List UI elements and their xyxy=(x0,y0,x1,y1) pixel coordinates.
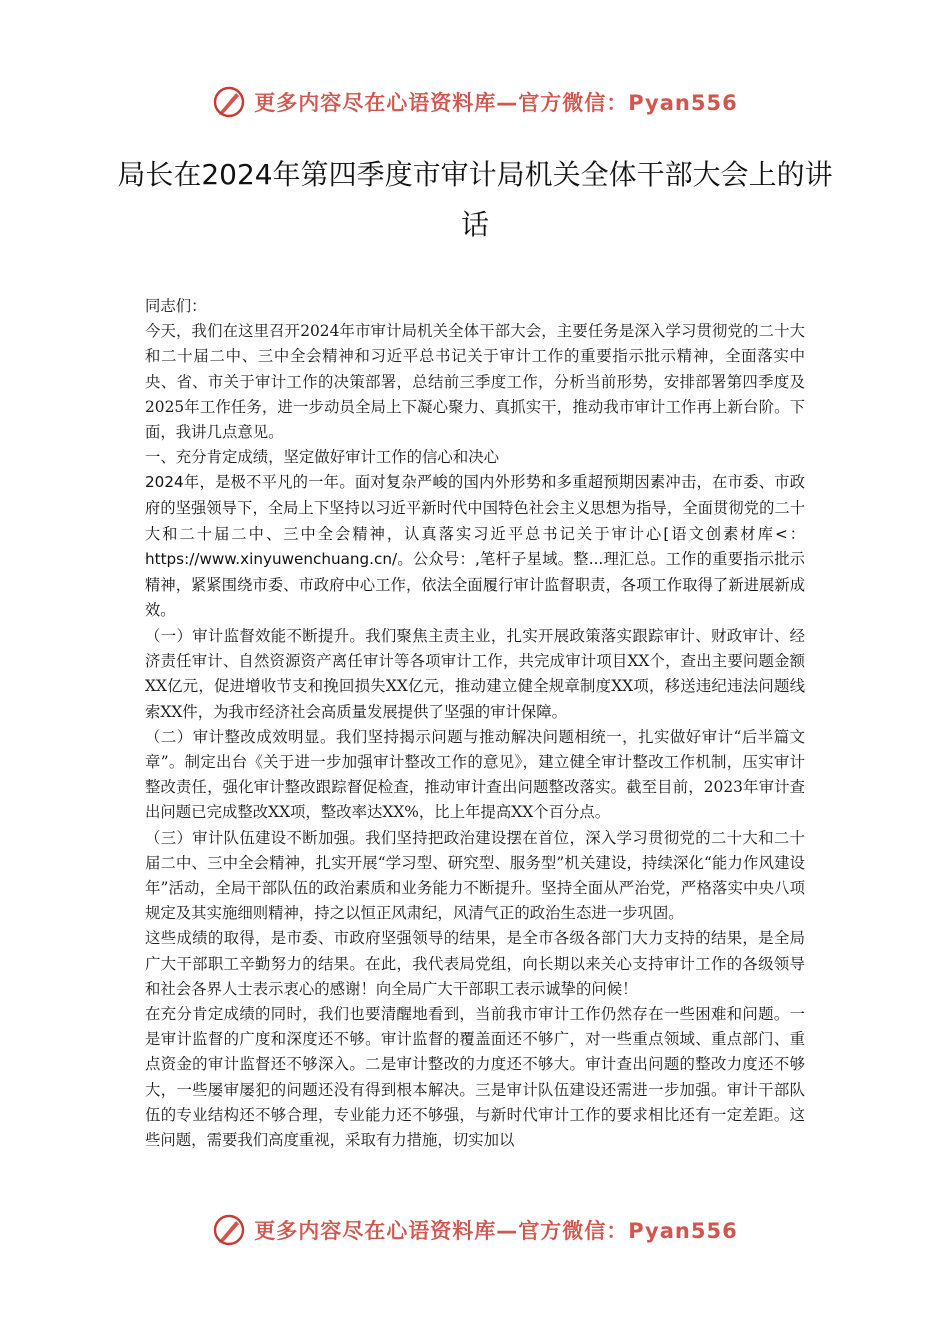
quill-pen-logo-icon xyxy=(212,85,246,119)
paragraph-intro: 今天，我们在这里召开2024年市审计局机关全体干部大会，主要任务是深入学习贯彻党的二十大和二十届二中、三中全会精神和习近平总书记关于审计工作的重要指示批示精神，全面落实中央、省、市关于审计工作的决策部署，总结前三季度工作，分析当前形势，安排部署第四季度及2025年工作任务，进一步动员全局上下凝心聚力、真抓实干，推动我市审计工作再上新台阶。下面，我讲几点意见。 xyxy=(145,322,805,442)
paragraph-item-2: （二）审计整改成效明显。我们坚持揭示问题与推动解决问题相统一，扎实做好审计“后半篇文章”。制定出台《关于进一步加强审计整改工作的意见》，建立健全审计整改工作机制，压实审计整改责任，强化审计整改跟踪督促检查，推动审计查出问题整改落实。截至目前，2023年审计查出问题已完成整改XX项，整改率达XX%，比上年提高XX个百分点。 xyxy=(145,727,805,822)
paragraph-salutation: 同志们： xyxy=(145,297,207,315)
paragraph-2024-overview: 2024年，是极不平凡的一年。面对复杂严峻的国内外形势和多重超预期因素冲击，在市委、市政府的坚强领导下，全局上下坚持以习近平新时代中国特色社会主义思想为指导，全面贯彻党的二十大和二十届二中、三中全会精神，认真落实习近平总书记关于审计心[语文创素材库<：https://www.xinyuwenchuang.cn/。公众号：,笔杆子星域。整...理汇总。工作的重要指示批示精神，紧紧围绕市委、市政府中心工作，依法全面履行审计监督职责，各项工作取得了新进展新成效。 xyxy=(145,473,805,620)
paragraph-problems: 在充分肯定成绩的同时，我们也要清醒地看到，当前我市审计工作仍然存在一些困难和问题。一是审计监督的广度和深度还不够。审计监督的覆盖面还不够广，对一些重点领域、重点部门、重点资金的审计监督还不够深入。二是审计整改的力度还不够大。审计查出问题的整改力度还不够大，一些屡审屡犯的问题还没有得到根本解决。三是审计队伍建设还需进一步加强。审计干部队伍的专业结构还不够合理，专业能力还不够强，与新时代审计工作的要求相比还有一定差距。这些问题，需要我们高度重视，采取有力措施，切实加以 xyxy=(145,1005,805,1150)
watermark-text: 更多内容尽在心语资料库—官方微信：Pyan556 xyxy=(254,91,738,115)
paragraph-item-1: （一）审计监督效能不断提升。我们聚焦主责主业，扎实开展政策落实跟踪审计、财政审计、经济责任审计、自然资源资产离任审计等各项审计工作，共完成审计项目XX个，查出主要问题金额XX亿元，促进增收节支和挽回损失XX亿元，推动建立健全规章制度XX项，移送违纪违法问题线索XX件，为我市经济社会高质量发展提供了坚强的审计保障。 xyxy=(145,626,805,721)
paragraph-item-3: （三）审计队伍建设不断加强。我们坚持把政治建设摆在首位，深入学习贯彻党的二十大和二十届二中、三中全会精神，扎实开展“学习型、研究型、服务型”机关建设，持续深化“能力作风建设年”活动，全局干部队伍的政治素质和业务能力不断提升。坚持全面从严治党，严格落实中央八项规定及其实施细则精神，持之以恒正风肃纪，风清气正的政治生态进一步巩固。 xyxy=(145,828,805,923)
quill-pen-logo-icon xyxy=(212,1213,246,1247)
document-body xyxy=(145,294,805,1153)
document-title: 局长在2024年第四季度市审计局机关全体干部大会上的讲话 xyxy=(117,158,833,241)
section-heading-1: 一、充分肯定成绩，坚定做好审计工作的信心和决心 xyxy=(145,448,499,467)
watermark-header xyxy=(0,82,950,122)
watermark-footer xyxy=(0,1210,950,1250)
watermark-text: 更多内容尽在心语资料库—官方微信：Pyan556 xyxy=(254,1219,738,1243)
paragraph-thanks: 这些成绩的取得，是市委、市政府坚强领导的结果，是全市各级各部门大力支持的结果，是全局广大干部职工辛勤努力的结果。在此，我代表局党组，向长期以来关心支持审计工作的各级领导和社会各界人士表示衷心的感谢！向全局广大干部职工表示诚挚的问候！ xyxy=(145,929,805,998)
